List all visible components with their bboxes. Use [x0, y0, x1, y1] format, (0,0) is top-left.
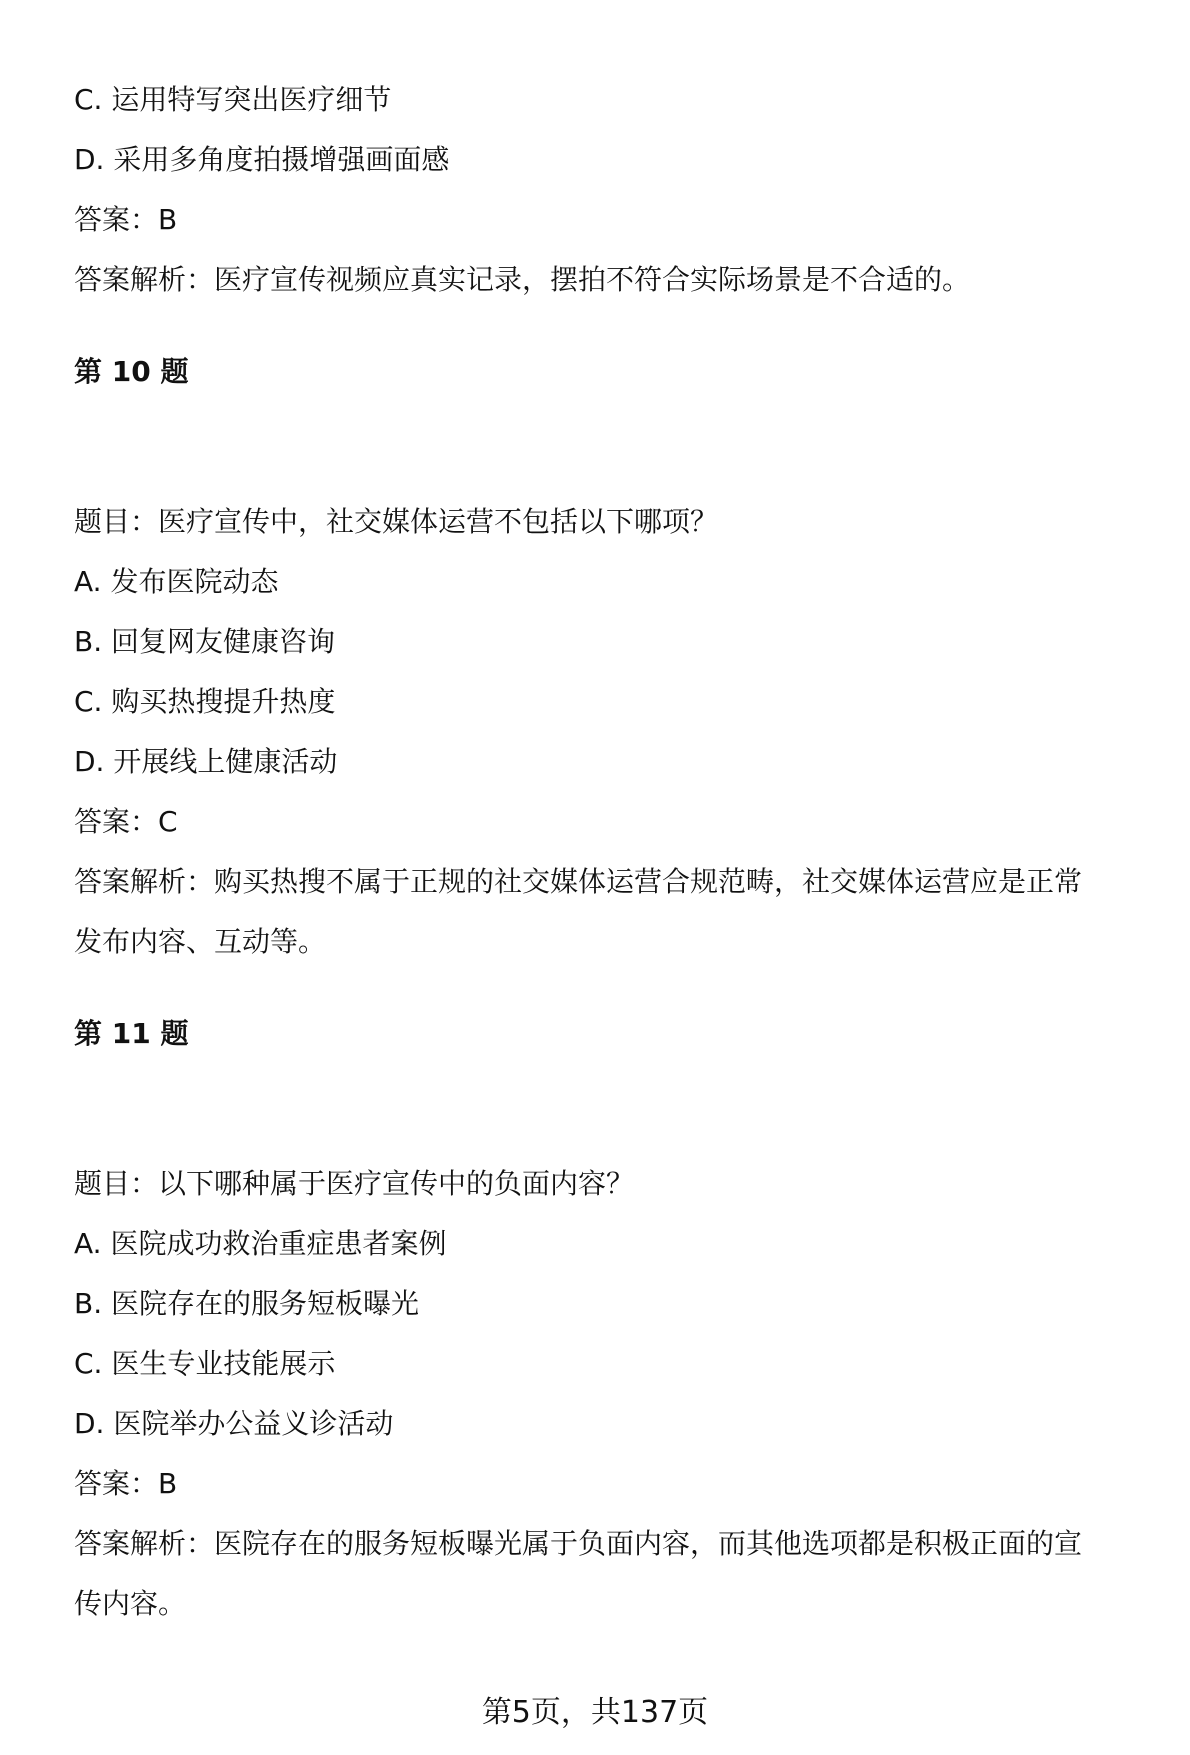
q11-heading: 第 11 题 — [74, 1017, 189, 1050]
q11-answer: 答案：B — [74, 1467, 178, 1500]
q10-option-c: C. 购买热搜提升热度 — [74, 685, 336, 718]
q11-option-b: B. 医院存在的服务短板曝光 — [74, 1287, 420, 1320]
prev-option-d: D. 采用多角度拍摄增强画面感 — [74, 143, 450, 176]
q11-option-c: C. 医生专业技能展示 — [74, 1347, 336, 1380]
q11-explanation-line-2: 传内容。 — [74, 1587, 187, 1620]
q10-question: 题目：医疗宣传中，社交媒体运营不包括以下哪项？ — [74, 505, 719, 538]
prev-option-c: C. 运用特写突出医疗细节 — [74, 83, 392, 116]
q11-question: 题目：以下哪种属于医疗宣传中的负面内容？ — [74, 1167, 635, 1200]
q10-option-a: A. 发布医院动态 — [74, 565, 279, 598]
page-number: 第5页，共137页 — [481, 1695, 709, 1730]
q10-explanation-line-1: 答案解析：购买热搜不属于正规的社交媒体运营合规范畴，社交媒体运营应是正常 — [74, 865, 1083, 898]
q10-explanation-line-2: 发布内容、互动等。 — [74, 925, 327, 958]
q11-option-a: A. 医院成功救治重症患者案例 — [74, 1227, 447, 1260]
q10-answer: 答案：C — [74, 805, 178, 838]
prev-answer: 答案：B — [74, 203, 178, 236]
q10-heading: 第 10 题 — [74, 355, 189, 388]
prev-explanation: 答案解析：医疗宣传视频应真实记录，摆拍不符合实际场景是不合适的。 — [74, 263, 971, 296]
q11-explanation-line-1: 答案解析：医院存在的服务短板曝光属于负面内容，而其他选项都是积极正面的宣 — [74, 1527, 1083, 1560]
q10-option-d: D. 开展线上健康活动 — [74, 745, 338, 778]
q11-option-d: D. 医院举办公益义诊活动 — [74, 1407, 394, 1440]
q10-option-b: B. 回复网友健康咨询 — [74, 625, 336, 658]
